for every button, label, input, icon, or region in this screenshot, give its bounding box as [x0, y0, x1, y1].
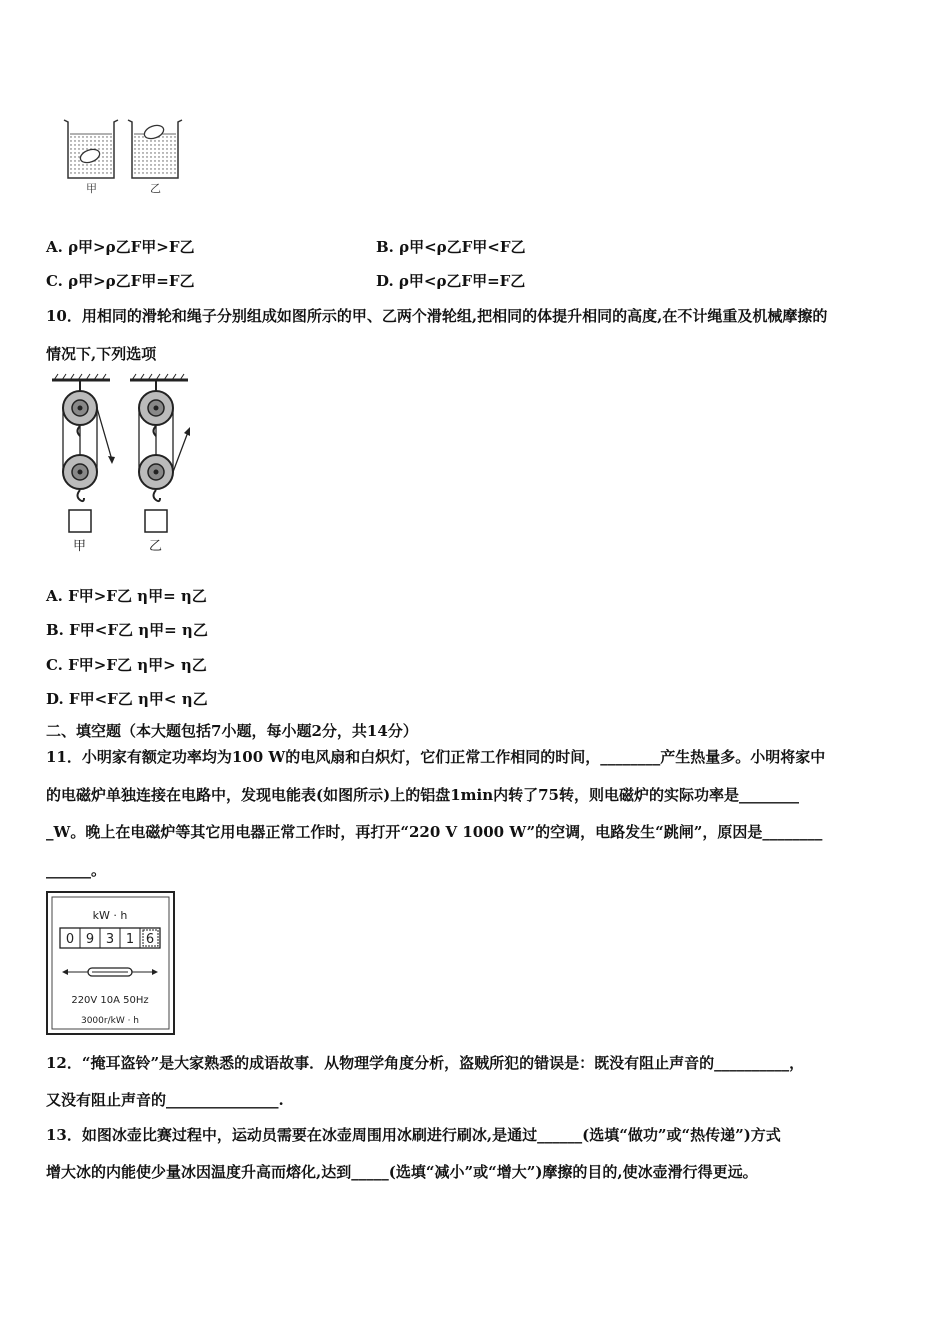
q11-stem-line4: ______。: [46, 861, 107, 879]
meter-unit: kW · h: [92, 909, 128, 922]
pulley-figure: [46, 372, 206, 557]
q13-stem-line2: 增大冰的内能使少量冰因温度升高而熔化,达到_____(选填“减小”或“增大”)摩擦的目的,使冰壶滑行得更远。: [46, 1163, 758, 1181]
meter-spec: 220V 10A 50Hz: [71, 995, 149, 1006]
q11-stem-line1: 11．小明家有额定功率均为100 W的电风扇和白炽灯，它们正常工作相同的时间，________产生热量多。小明将家中: [46, 748, 826, 766]
q10-option-a[interactable]: A. F甲>F乙 η甲= η乙: [46, 587, 207, 605]
q9-option-a[interactable]: A. ρ甲>ρ乙F甲>F乙: [46, 238, 195, 256]
meter-digit-1: 0: [65, 932, 75, 947]
q10-option-b[interactable]: B. F甲<F乙 η甲= η乙: [46, 621, 208, 639]
q12-stem-line2: 又没有阻止声音的_______________.: [46, 1091, 284, 1109]
q10-option-c[interactable]: C. F甲>F乙 η甲> η乙: [46, 656, 207, 674]
q10-option-d[interactable]: D. F甲<F乙 η甲< η乙: [46, 690, 208, 708]
meter-rate: 3000r/kW · h: [80, 1016, 140, 1026]
beakers-figure: [58, 112, 193, 197]
q10-stem-line1: 10．用相同的滑轮和绳子分别组成如图所示的甲、乙两个滑轮组,把相同的体提升相同的高度,在不计绳重及机械摩擦的: [46, 307, 828, 325]
meter-digit-3: 3: [105, 932, 115, 947]
pulley-system-yi: [130, 374, 190, 554]
section-heading: 二、填空题（本大题包括7小题，每小题2分，共14分）: [46, 722, 418, 740]
beaker-jia: [64, 120, 118, 178]
pulley-label-yi: 乙: [149, 539, 163, 554]
label-jia: 甲: [86, 182, 97, 195]
label-yi: 乙: [150, 182, 161, 195]
beaker-yi: [128, 120, 182, 178]
pulley-system-jia: [52, 374, 115, 554]
meter-digit-4: 1: [125, 932, 135, 947]
q9-option-c[interactable]: C. ρ甲>ρ乙F甲=F乙: [46, 272, 195, 290]
meter-digit-2: 9: [85, 932, 95, 947]
meter-digit-5: 6: [145, 932, 155, 947]
q9-option-d[interactable]: D. ρ甲<ρ乙F甲=F乙: [376, 272, 526, 290]
q13-stem-line1: 13．如图冰壶比赛过程中，运动员需要在冰壶周围用冰刷进行刷冰,是通过______(选填“做功”或“热传递”)方式: [46, 1126, 781, 1144]
pulley-label-jia: 甲: [73, 539, 87, 554]
q11-stem-line3: _W。晚上在电磁炉等其它用电器正常工作时，再打开“220 V 1000 W”的空调，电路发生“跳闸”，原因是________: [46, 823, 823, 841]
q12-stem-line1: 12．“掩耳盗铃”是大家熟悉的成语故事．从物理学角度分析，盗贼所犯的错误是：既没有阻止声音的__________，: [46, 1054, 805, 1072]
q9-option-b[interactable]: B. ρ甲<ρ乙F甲<F乙: [376, 238, 526, 256]
q10-stem-line2: 情况下,下列选项: [46, 345, 157, 363]
electricity-meter-figure: [46, 891, 176, 1036]
q11-stem-line2: 的电磁炉单独连接在电路中，发现电能表(如图所示)上的铝盘1min内转了75转，则电磁炉的实际功率是________: [46, 786, 799, 804]
